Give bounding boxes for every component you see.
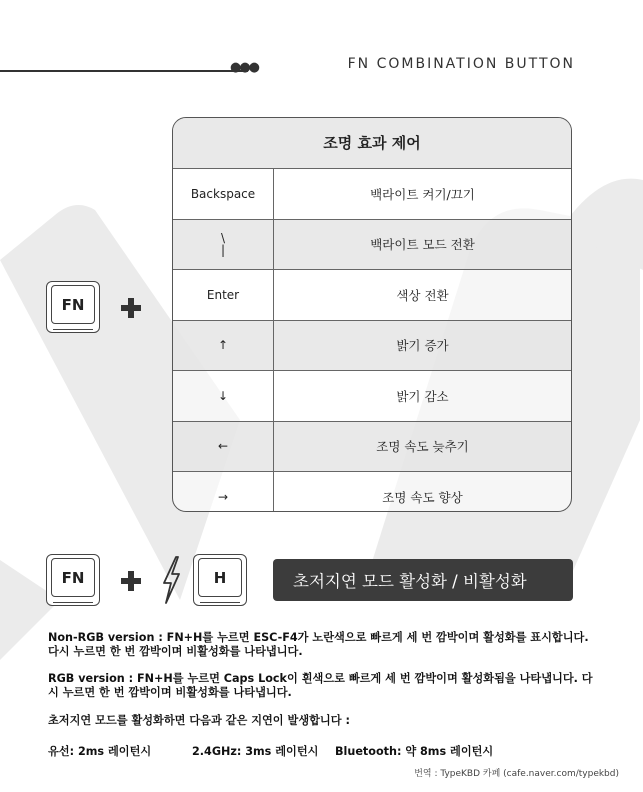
row-action: 밝기 증가 [396, 338, 449, 354]
table-row [173, 270, 571, 321]
row-key: Enter [173, 270, 274, 320]
translation-credit: 번역 : TypeKBD 카페 (cafe.naver.com/typekbd) [414, 769, 619, 779]
row-key: ↑ [173, 321, 274, 371]
low-latency-banner: 초저지연 모드 활성화 / 비활성화 [273, 559, 573, 601]
table-row [173, 321, 571, 372]
row-action: 백라이트 켜기/끄기 [370, 186, 475, 202]
row-action: 조명 속도 향상 [382, 489, 463, 505]
fn-key-label: FN [51, 558, 95, 597]
header-dots: ●●● [230, 60, 259, 75]
note-non-rgb: Non-RGB version : FN+H를 누르면 ESC-F4가 노란색으로 빠르게 세 번 깜박이며 활성화를 표시합니다. 다시 누르면 한 번 깜박이며 비활성화를 나타냅니다. [48, 631, 589, 658]
h-key-label: H [198, 558, 242, 597]
lighting-control-table [172, 117, 572, 512]
row-key: Backspace [173, 169, 274, 219]
header-rule [0, 70, 248, 72]
lightning-icon [160, 556, 182, 604]
plus-icon [121, 571, 141, 591]
row-key: ↓ [173, 371, 274, 421]
h-key [193, 554, 247, 606]
table-row [173, 169, 571, 220]
plus-icon [121, 298, 141, 318]
table-row [173, 371, 571, 422]
table-row [173, 220, 571, 271]
fn-key [46, 281, 100, 333]
fn-key [46, 554, 100, 606]
page-title: FN COMBINATION BUTTON [347, 56, 575, 72]
row-key: ← [173, 422, 274, 472]
row-action: 밝기 감소 [396, 388, 449, 404]
fn-key-label: FN [51, 285, 95, 324]
row-action: 조명 속도 늦추기 [376, 439, 469, 455]
row-key: → [173, 472, 274, 512]
latency-bluetooth: Bluetooth: 약 8ms 레이턴시 [335, 745, 494, 758]
table-row [173, 422, 571, 473]
note-latency-intro: 초저지연 모드를 활성화하면 다음과 같은 지연이 발생합니다 : [48, 714, 350, 727]
note-rgb: RGB version : FN+H를 누르면 Caps Lock이 흰색으로 빠르게 세 번 깜박이며 활성화됨을 나타냅니다. 다시 누르면 한 번 깜박이며 비활성화를 나타냅니다. [48, 672, 593, 699]
table-row [173, 472, 571, 512]
latency-wired: 유선: 2ms 레이턴시 [48, 745, 152, 758]
row-action: 색상 전환 [396, 287, 449, 303]
row-key: \ | [173, 220, 274, 270]
row-action: 백라이트 모드 전환 [370, 237, 475, 253]
latency-24ghz: 2.4GHz: 3ms 레이턴시 [192, 745, 319, 758]
table-title: 조명 효과 제어 [173, 118, 571, 169]
